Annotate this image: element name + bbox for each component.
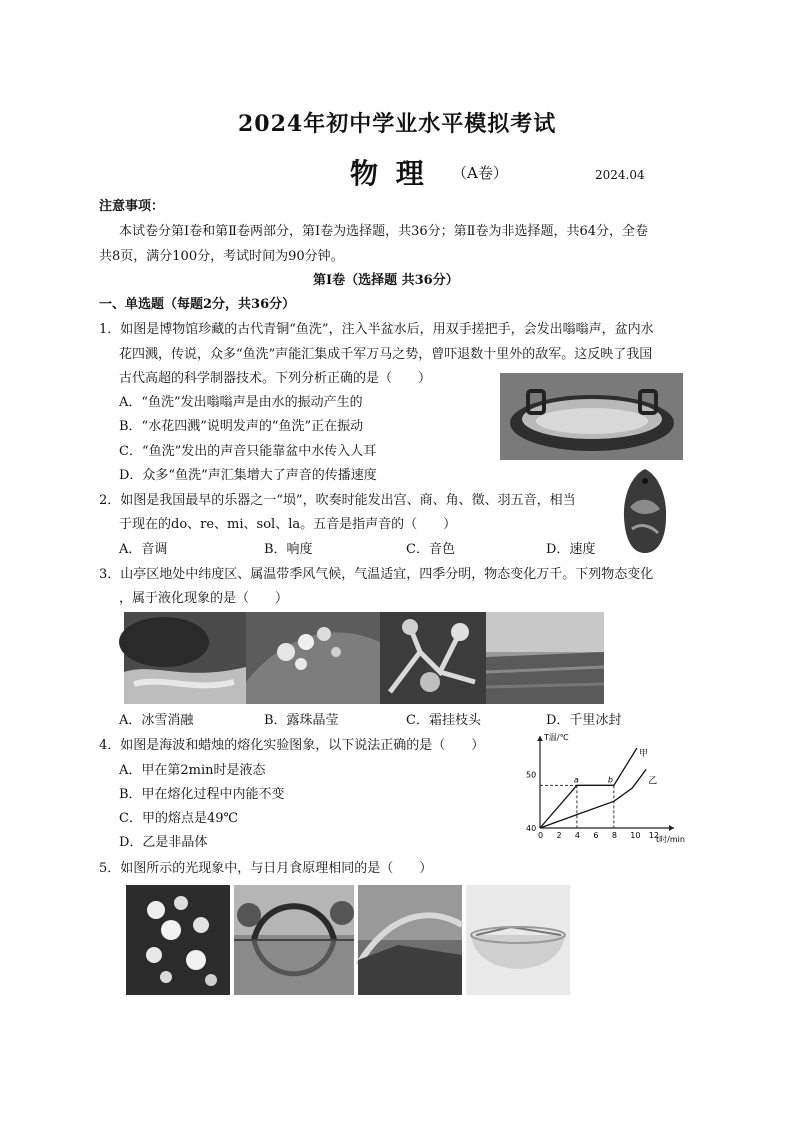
section-title: 第Ⅰ卷（选择题 共36分） xyxy=(313,273,459,288)
y-axis-label: T温/℃ xyxy=(544,733,569,742)
melting-snow-image xyxy=(124,612,246,704)
melting-chart xyxy=(520,732,685,847)
q4-option-d: D．乙是非晶体 xyxy=(119,835,208,850)
q2-line-1: 2．如图是我国最早的乐器之一“埙”，吹奏时能发出宫、商、角、徵、羽五音，相当 xyxy=(99,493,576,508)
q2-option-c: C．音色 xyxy=(406,542,455,557)
q4-line-1: 4．如图是海波和蜡烛的熔化实验图象，以下说法正确的是（ ） xyxy=(99,738,485,753)
y-tick-label: 50 xyxy=(526,770,537,780)
x-tick-label: 10 xyxy=(630,831,641,840)
bridge-reflection-image xyxy=(234,885,354,995)
series-line-1 xyxy=(540,769,646,828)
x-tick-label: 6 xyxy=(593,831,599,840)
q1-option-b: B．“水花四溅”说明发声的“鱼洗”正在振动 xyxy=(119,419,364,434)
notice-line-2: 共8页，满分100分，考试时间为90分钟。 xyxy=(99,249,344,264)
frozen-land-image xyxy=(486,612,604,704)
q1-line-1: 1．如图是博物馆珍藏的古代青铜“鱼洗”，注入半盆水后，用双手搓把手，会发出嗡嗡声，盆内水 xyxy=(99,322,654,337)
series-label: 乙 xyxy=(648,776,658,787)
exam-title: 2024年初中学业水平模拟考试 xyxy=(238,111,557,137)
q3-line-1: 3．山亭区地处中纬度区、属温带季风气候，气温适宜，四季分明，物态变化万千。下列物态变化 xyxy=(99,567,654,582)
x-tick-label: 2 xyxy=(556,831,562,840)
point-label-b: b xyxy=(607,775,613,785)
subject-title: 物 理 xyxy=(350,157,428,190)
notice-heading: 注意事项： xyxy=(99,199,165,214)
q4-option-c: C．甲的熔点是49℃ xyxy=(119,811,239,826)
light-spots-image xyxy=(126,885,230,995)
q4-option-a: A．甲在第2min时是液态 xyxy=(119,763,266,778)
rainbow-image xyxy=(358,885,462,995)
bowl-image xyxy=(466,885,570,995)
q3-option-c: C．霜挂枝头 xyxy=(406,713,481,728)
exam-date: 2024.04 xyxy=(595,168,645,182)
q5-line-1: 5．如图所示的光现象中，与日月食原理相同的是（ ） xyxy=(99,861,433,876)
q3-line-2: ，属于液化现象的是（ ） xyxy=(119,591,289,606)
q3-option-d: D．千里冰封 xyxy=(546,713,622,728)
q2-option-d: D．速度 xyxy=(546,542,596,557)
q1-option-a: A．“鱼洗”发出嗡嗡声是由水的振动产生的 xyxy=(119,395,363,410)
q4-option-b: B．甲在熔化过程中内能不变 xyxy=(119,787,285,802)
q2-option-a: A．音调 xyxy=(119,542,168,557)
q3-option-a: A．冰雪消融 xyxy=(119,713,194,728)
dew-drops-image xyxy=(246,612,380,704)
part-title: 一、单选题（每题2分，共36分） xyxy=(99,297,296,312)
frost-branch-image xyxy=(380,612,486,704)
q1-line-3: 古代高超的科学制器技术。下列分析正确的是（ ） xyxy=(119,371,432,386)
q1-line-2: 花四溅，传说，众多“鱼洗”声能汇集成千军万马之势，曾吓退数十里外的敌军。这反映了我国 xyxy=(119,347,653,362)
q3-option-b: B．露珠晶莹 xyxy=(264,713,339,728)
y-tick-label: 40 xyxy=(526,824,537,833)
volume-label: （A卷） xyxy=(452,164,508,182)
q1-option-d: D．众多“鱼洗”声汇集增大了声音的传播速度 xyxy=(119,468,377,483)
x-tick-label: 0 xyxy=(538,831,544,840)
series-line-0 xyxy=(540,748,637,828)
q1-option-c: C．“鱼洗”发出的声音只能靠盆中水传入人耳 xyxy=(119,444,377,459)
q2-option-b: B．响度 xyxy=(264,542,313,557)
x-axis-arrow xyxy=(669,825,674,831)
xun-instrument-image xyxy=(620,467,670,555)
fish-basin-image xyxy=(500,373,683,460)
q2-line-2: 于现在的do、re、mi、sol、la。五音是指声音的（ ） xyxy=(119,517,457,532)
y-axis-arrow xyxy=(537,736,543,741)
notice-line-1: 本试卷分第Ⅰ卷和第Ⅱ卷两部分，第Ⅰ卷为选择题，共36分；第Ⅱ卷为非选择题，共64分，全卷 xyxy=(119,224,649,239)
x-tick-label: 12 xyxy=(648,831,659,840)
x-tick-label: 4 xyxy=(574,831,581,840)
point-label-a: a xyxy=(573,775,579,785)
x-axis-label: t时/min xyxy=(656,835,685,844)
series-label: 甲 xyxy=(638,749,648,759)
x-tick-label: 8 xyxy=(611,831,617,840)
